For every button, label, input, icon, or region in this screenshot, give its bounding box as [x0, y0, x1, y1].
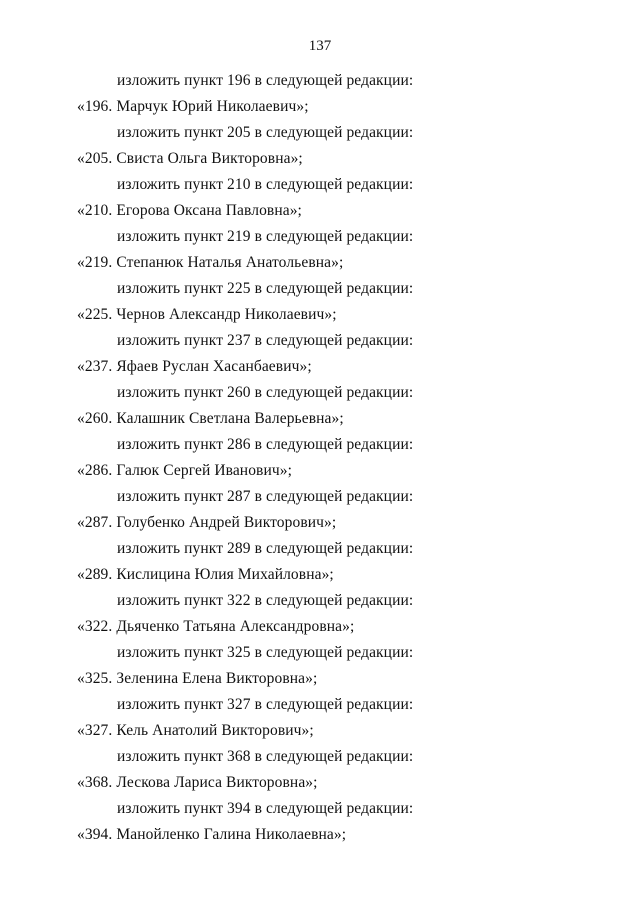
amendment-instruction: изложить пункт 219 в следующей редакции: [117, 228, 414, 245]
amendment-entry: «368. Лескова Лариса Викторовна»; [77, 774, 318, 791]
amendment-entry: «322. Дьяченко Татьяна Александровна»; [77, 618, 355, 635]
amendment-list [0, 68, 640, 848]
amendment-entry: «210. Егорова Оксана Павловна»; [77, 202, 302, 219]
amendment-instruction: изложить пункт 205 в следующей редакции: [117, 124, 414, 141]
amendment-entry: «237. Яфаев Руслан Хасанбаевич»; [77, 358, 312, 375]
amendment-entry: «289. Кислицина Юлия Михайловна»; [77, 566, 334, 583]
amendment-entry: «286. Галюк Сергей Иванович»; [77, 462, 293, 479]
amendment-instruction: изложить пункт 368 в следующей редакции: [117, 748, 414, 765]
amendment-entry: «325. Зеленина Елена Викторовна»; [77, 670, 318, 687]
amendment-entry: «394. Манойленко Галина Николаевна»; [77, 826, 347, 843]
amendment-instruction: изложить пункт 394 в следующей редакции: [117, 800, 414, 817]
amendment-entry: «205. Свиста Ольга Викторовна»; [77, 150, 303, 167]
amendment-instruction: изложить пункт 287 в следующей редакции: [117, 488, 414, 505]
amendment-instruction: изложить пункт 325 в следующей редакции: [117, 644, 414, 661]
amendment-entry: «287. Голубенко Андрей Викторович»; [77, 514, 337, 531]
amendment-instruction: изложить пункт 237 в следующей редакции: [117, 332, 414, 349]
amendment-instruction: изложить пункт 210 в следующей редакции: [117, 176, 414, 193]
amendment-instruction: изложить пункт 196 в следующей редакции: [117, 72, 414, 89]
amendment-instruction: изложить пункт 225 в следующей редакции: [117, 280, 414, 297]
amendment-instruction: изложить пункт 327 в следующей редакции: [117, 696, 414, 713]
amendment-entry: «327. Кель Анатолий Викторович»; [77, 722, 314, 739]
amendment-entry: «260. Калашник Светлана Валерьевна»; [77, 410, 344, 427]
amendment-instruction: изложить пункт 286 в следующей редакции: [117, 436, 414, 453]
amendment-entry: «196. Марчук Юрий Николаевич»; [77, 98, 309, 115]
amendment-instruction: изложить пункт 322 в следующей редакции: [117, 592, 414, 609]
amendment-instruction: изложить пункт 289 в следующей редакции: [117, 540, 414, 557]
amendment-entry: «225. Чернов Александр Николаевич»; [77, 306, 337, 323]
amendment-entry: «219. Степанюк Наталья Анатольевна»; [77, 254, 344, 271]
page-number: 137 [308, 38, 332, 54]
amendment-instruction: изложить пункт 260 в следующей редакции: [117, 384, 414, 401]
